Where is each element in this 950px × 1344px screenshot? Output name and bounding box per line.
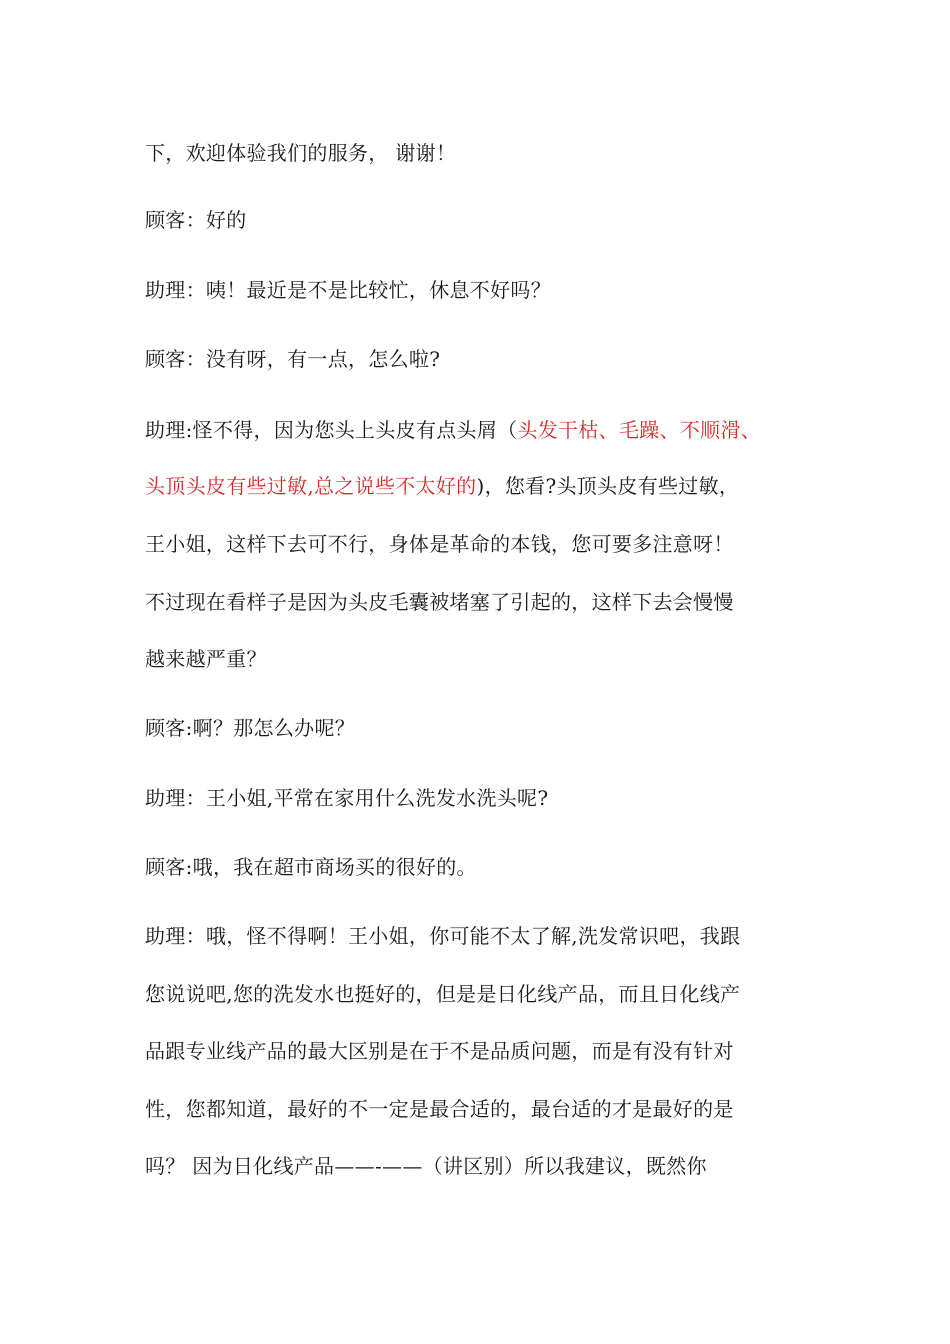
- text-line: 顾客：没有呀，有一点，怎么啦?: [145, 347, 441, 371]
- text-line: 顾客:啊？那怎么办呢？: [145, 716, 356, 740]
- text-line: 助理：王小姐,平常在家用什么洗发水洗头呢?: [145, 786, 549, 810]
- text-line: 性，您都知道，最好的不一定是最合适的，最台适的才是最好的是: [145, 1097, 734, 1121]
- text-line: 顾客:哦，我在超市商场买的很好的。: [145, 855, 477, 879]
- text-line: 吗？ 因为日化线产品——-——（讲区别）所以我建议，既然你: [145, 1154, 707, 1178]
- text-segment: 助理:怪不得，因为您头上头皮有点头屑（: [145, 418, 518, 442]
- highlighted-text: 头发干枯、毛躁、不顺滑、: [517, 418, 762, 442]
- text-line: 王小姐，这样下去可不行，身体是革命的本钱，您可要多注意呀！: [145, 532, 734, 556]
- text-line: [145, 472, 739, 500]
- highlighted-text: 头顶头皮有些过敏,总之说些不太好的: [145, 474, 477, 498]
- text-line: 不过现在看样子是因为头皮毛囊被堵塞了引起的，这样下去会慢慢: [145, 590, 734, 614]
- text-line: [145, 416, 761, 444]
- text-line: 助理：哦，怪不得啊！王小姐，你可能不太了解,洗发常识吧，我跟: [145, 924, 741, 948]
- text-line: 助理：咦！最近是不是比较忙，休息不好吗？: [145, 278, 551, 302]
- text-line: 下，欢迎体验我们的服务， 谢谢！: [145, 141, 457, 165]
- text-line: 品跟专业线产品的最大区别是在于不是品质问题，而是有没有针对: [145, 1039, 734, 1063]
- text-line: 顾客：好的: [145, 208, 247, 232]
- text-line: 您说说吧,您的洗发水也挺好的，但是是日化线产品，而且日化线产: [145, 982, 741, 1006]
- text-segment: )，您看?头顶头皮有些过敏，: [476, 474, 740, 498]
- text-line: 越来越严重？: [145, 647, 267, 671]
